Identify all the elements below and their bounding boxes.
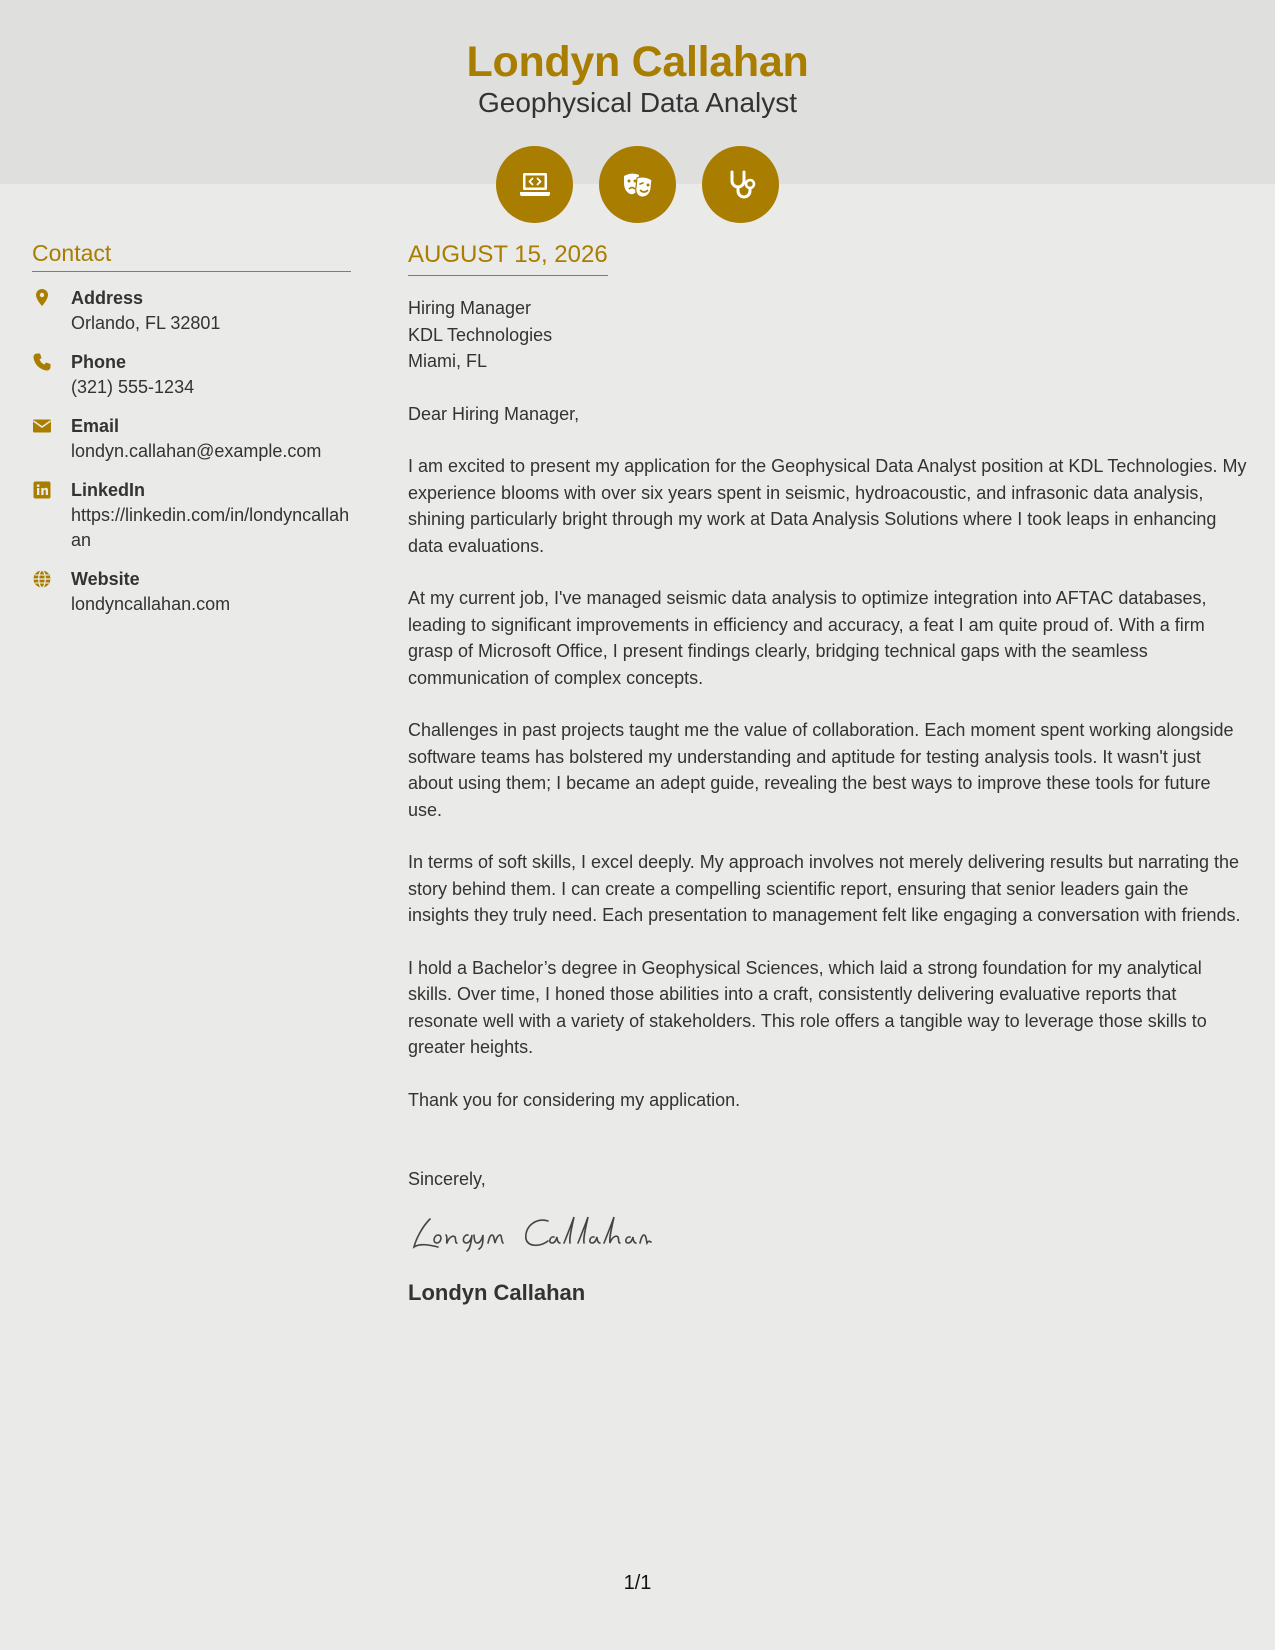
contact-label: Email	[71, 416, 120, 436]
contact-value: (321) 555-1234	[71, 377, 195, 397]
contact-label: Phone	[71, 352, 127, 372]
stethoscope-icon	[702, 146, 779, 223]
letter-date: AUGUST 15, 2026	[408, 240, 608, 276]
closing: Sincerely,	[408, 1169, 486, 1189]
interest-icons	[496, 146, 779, 223]
page-number: 1/1	[623, 1572, 652, 1594]
contact-address	[32, 286, 351, 336]
contact-label: LinkedIn	[71, 480, 146, 500]
linkedin-icon	[32, 480, 52, 500]
body-paragraph: In terms of soft skills, I excel deeply. My approach involves not merely delivering results but narrating the story behind them. I can create a compelling scientific report, ensuring that senior leaders gain the insights they truly need. Each presentation to management felt like engaging a conversation with friends.	[408, 852, 1241, 925]
contact-sidebar	[32, 240, 351, 617]
applicant-title: Geophysical Data Analyst	[477, 87, 798, 118]
recipient-line: KDL Technologies	[408, 324, 553, 345]
contact-value[interactable]: londyn.callahan@example.com	[71, 441, 322, 461]
contact-email[interactable]	[32, 414, 351, 464]
contact-label: Website	[71, 569, 140, 589]
globe-icon	[32, 569, 52, 589]
contact-website[interactable]	[32, 567, 351, 617]
letter-body	[408, 240, 1248, 1307]
contact-value[interactable]: londyncallahan.com	[71, 594, 231, 614]
contact-phone	[32, 350, 351, 400]
recipient-block	[408, 295, 1248, 375]
signed-name: Londyn Callahan	[408, 1279, 586, 1305]
salutation: Dear Hiring Manager,	[408, 403, 580, 424]
handwritten-signature	[408, 1205, 668, 1257]
contact-heading: Contact	[32, 240, 351, 272]
contact-linkedin[interactable]	[32, 478, 351, 553]
contact-value[interactable]: https://linkedin.com/in/londyncallahan	[71, 505, 350, 550]
theater-masks-icon	[599, 146, 676, 223]
contact-value: Orlando, FL 32801	[71, 313, 221, 333]
body-paragraph: At my current job, I've managed seismic data analysis to optimize integration into AFTAC databases, leading to significant improvements in efficiency and accuracy, a feat I am quite proud of. With a firm grasp of Microsoft Office, I present findings clearly, bridging technical gaps with the seamless communication of complex concepts.	[408, 588, 1207, 688]
body-paragraph: Challenges in past projects taught me the value of collaboration. Each moment spent working alongside software teams has bolstered my understanding and aptitude for testing analysis tools. It wasn't just about using them; I became an adept guide, revealing the best ways to improve these tools for future use.	[408, 720, 1234, 820]
recipient-line: Hiring Manager	[408, 298, 532, 318]
body-paragraph: I hold a Bachelor’s degree in Geophysical Sciences, which laid a strong foundation for my analytical skills. Over time, I honed those abilities into a craft, consistently delivering evaluative reports that resonate well with a variety of stakeholders. This role offers a tangible way to leverage those skills to greater heights.	[408, 957, 1207, 1057]
contact-label: Address	[71, 288, 144, 308]
recipient-line: Miami, FL	[408, 351, 488, 371]
phone-icon	[32, 352, 52, 372]
location-pin-icon	[32, 288, 52, 308]
envelope-icon	[32, 416, 52, 436]
applicant-name: Londyn Callahan	[466, 38, 809, 86]
body-paragraph: I am excited to present my application for the Geophysical Data Analyst position at KDL Technologies. My experience blooms with over six years spent in seismic, hydroacoustic, and infrasonic data analysis, shining particularly bright through my work at Data Analysis Solutions where I took leaps in enhancing data evaluations.	[408, 456, 1247, 556]
laptop-code-icon	[496, 146, 573, 223]
body-paragraph: Thank you for considering my application.	[408, 1089, 741, 1110]
